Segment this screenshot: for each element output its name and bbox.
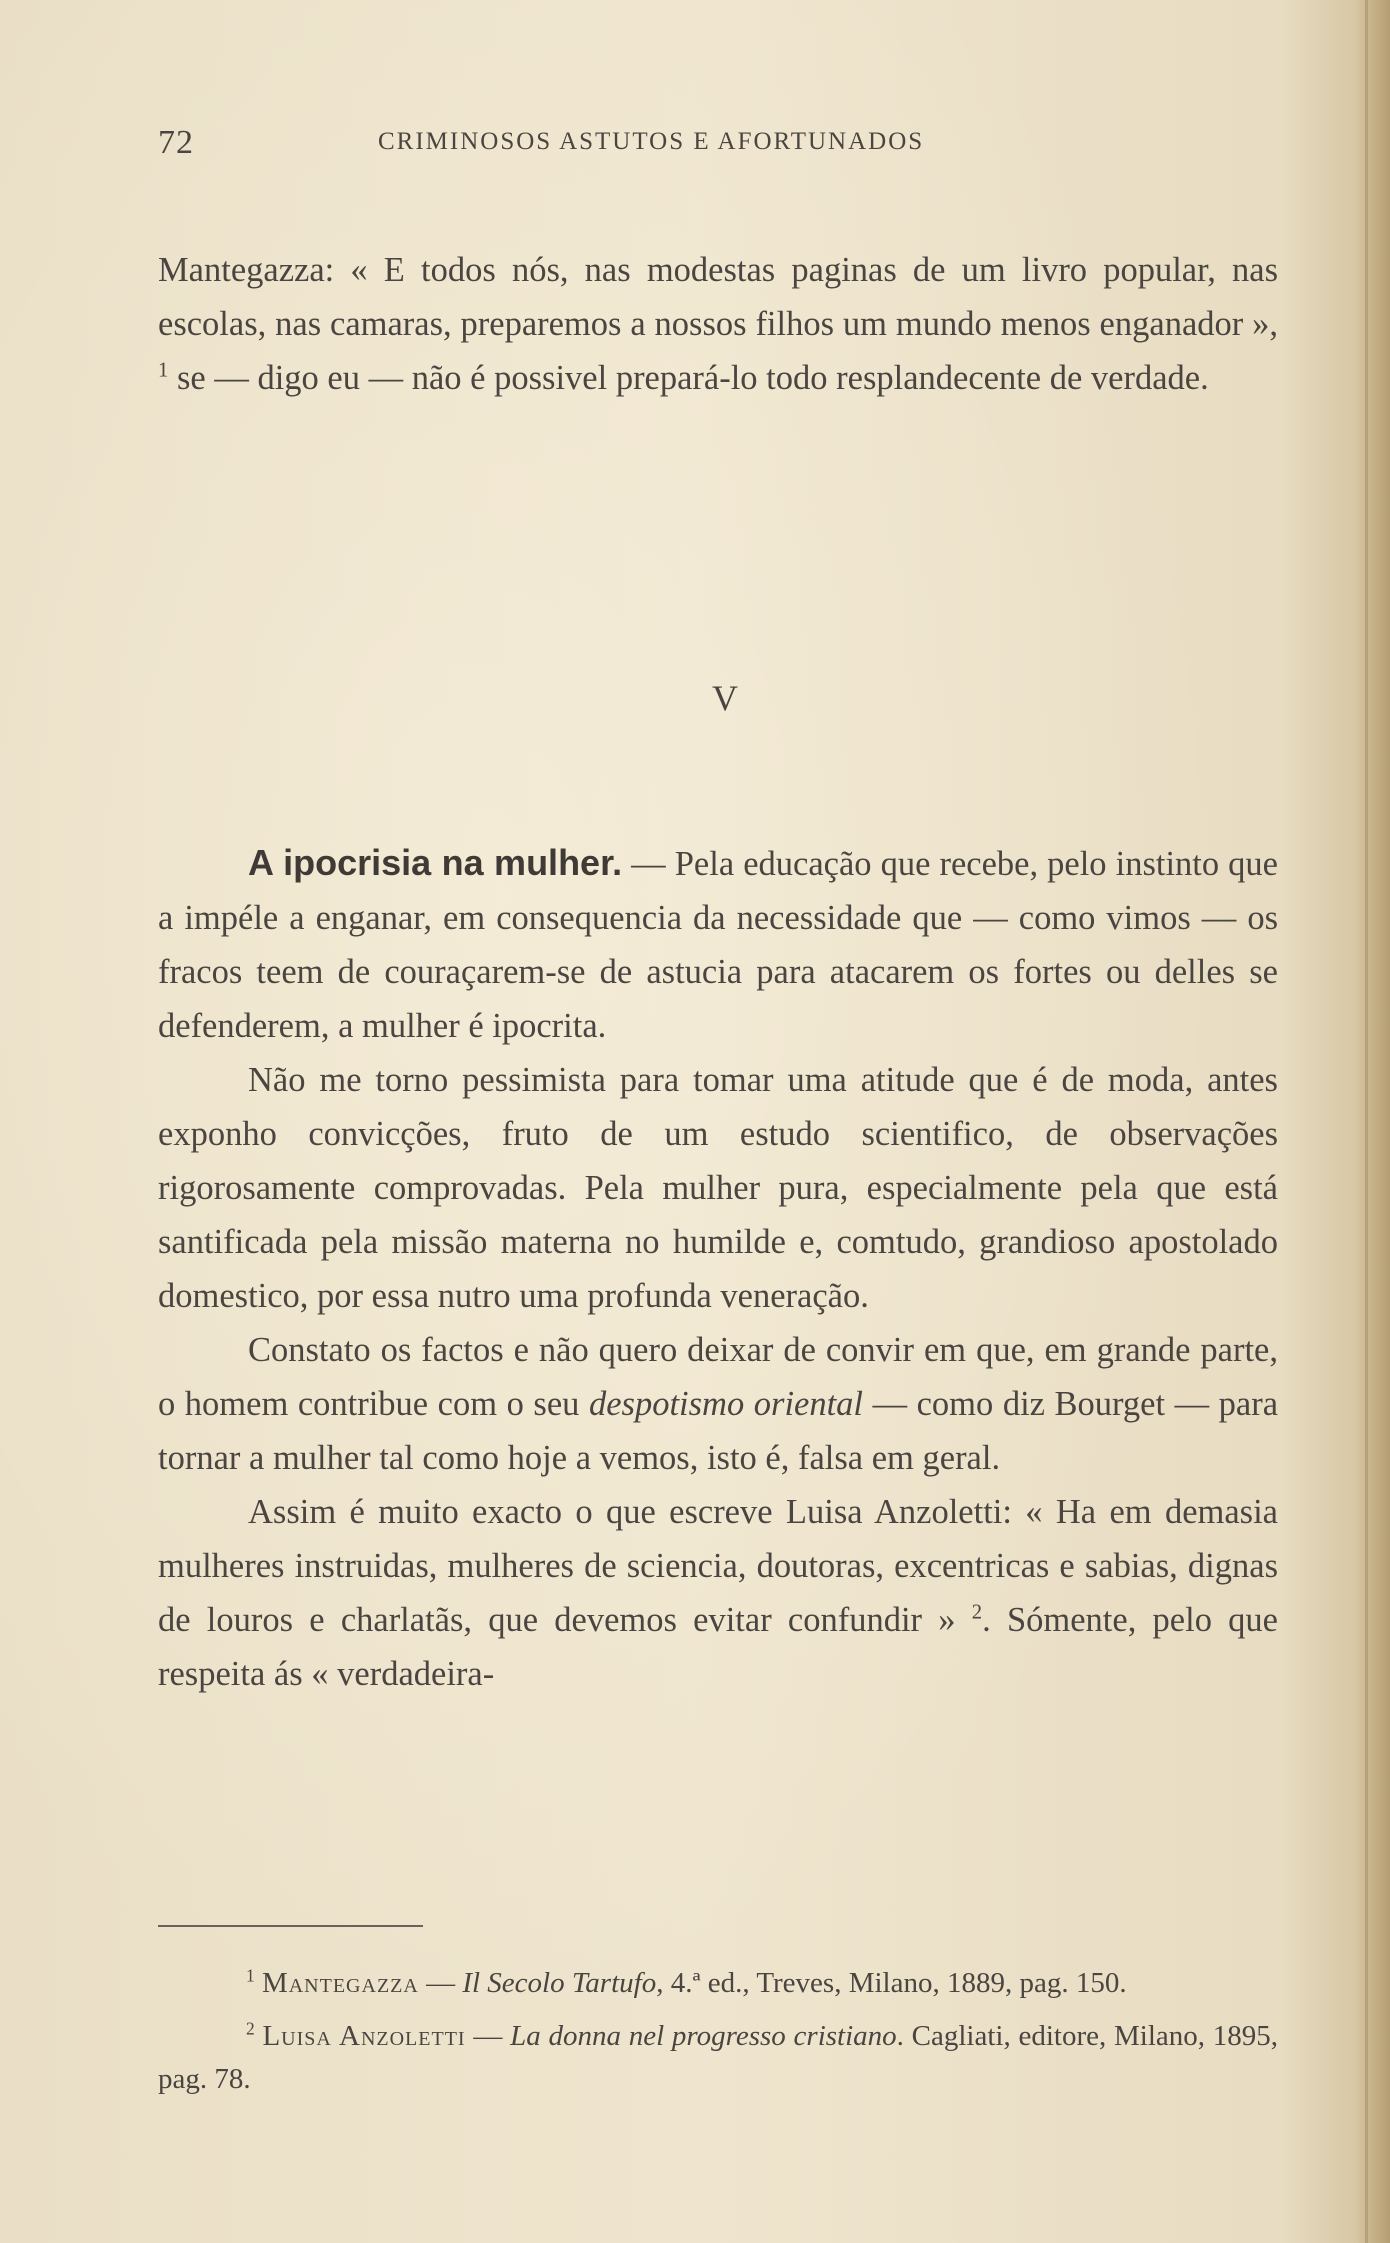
paragraph-text: Mantegazza: « E todos nós, nas modestas paginas de um livro popular, nas escolas, nas camaras, preparemos a nossos filhos um mundo menos enganador »,	[158, 251, 1278, 343]
section-body	[158, 836, 1278, 1701]
page-header	[158, 124, 1283, 164]
paragraph-text: se — digo eu — não é possivel prepará-lo todo resplandecente de verdade.	[168, 359, 1209, 397]
footnote-divider	[158, 1925, 423, 1927]
footnote-dash: —	[465, 2020, 511, 2052]
page-number: 72	[158, 124, 194, 161]
paragraph	[158, 1485, 1278, 1701]
paragraph	[158, 836, 1278, 1053]
footnote-title: Il Secolo Tartufo	[462, 1967, 657, 1999]
paragraph-text: — Pela educação que recebe, pelo instinto que a impéle a enganar, em consequencia da necessidade que — como vimos — os fracos teem de couraçarem-se de astucia para atacarem os fortes ou delles se defenderem, a mulher é ipocrita.	[158, 845, 1278, 1045]
footnote	[158, 2015, 1278, 2101]
paragraph-text: . Sómente, pelo que respeita ás « verdadeira-	[158, 1601, 1278, 1693]
footnote-details: , 4.ª ed., Treves, Milano, 1889, pag. 150.	[656, 1967, 1127, 1999]
paragraph: Não me torno pessimista para tomar uma atitude que é de moda, antes exponho convicções, fruto de um estudo scientifico, de observações rigorosamente comprovadas. Pela mulher pura, especialmente pela que está santificada pela missão materna no humilde e, comtudo, grandioso apostolado domestico, por essa nutro uma profunda veneração.	[158, 1061, 1278, 1315]
footnote-dash: —	[418, 1967, 463, 1999]
footnote-mark: 2	[246, 2018, 255, 2039]
footnote-title: La donna nel progresso cristiano	[510, 2020, 897, 2052]
footnote-details: . Cagliati, editore, Milano, 1895, pag. 78.	[158, 2020, 1279, 2095]
continuation-paragraph	[158, 243, 1278, 405]
footnote-author: Mantegazza	[261, 1967, 419, 1999]
footnote	[158, 1962, 1278, 2005]
section-number: V	[712, 678, 738, 718]
paragraph	[158, 243, 1278, 405]
footnote-mark: 1	[246, 1965, 255, 1986]
page-edge	[1356, 0, 1390, 2243]
paragraph-text: Assim é muito exacto o que escreve Luisa Anzoletti: « Ha em demasia mulheres instruidas, mulheres de sciencia, doutoras, excentricas e sabias, dignas de louros e charlatãs, que devemos evitar confundir »	[158, 1493, 1278, 1639]
italic-phrase: despotismo oriental	[588, 1385, 864, 1423]
paragraph	[158, 1323, 1278, 1485]
paragraph-text: — como diz Bourget — para tornar a mulher tal como hoje a vemos, isto é, falsa em geral.	[158, 1385, 1279, 1477]
page-edge-line	[1365, 0, 1368, 2243]
footnote-author: Luisa Anzoletti	[262, 2020, 466, 2052]
paragraph-text: Constato os factos e não quero deixar de convir em que, em grande parte, o homem contribue com o seu	[158, 1331, 1278, 1423]
footnote-ref: 2	[971, 1601, 983, 1624]
section-lead-heading: A ipocrisia na mulher.	[248, 842, 623, 883]
footnotes	[158, 1962, 1278, 2111]
footnote-ref: 1	[158, 359, 169, 382]
running-head: CRIMINOSOS ASTUTOS E AFORTUNADOS	[378, 128, 925, 155]
